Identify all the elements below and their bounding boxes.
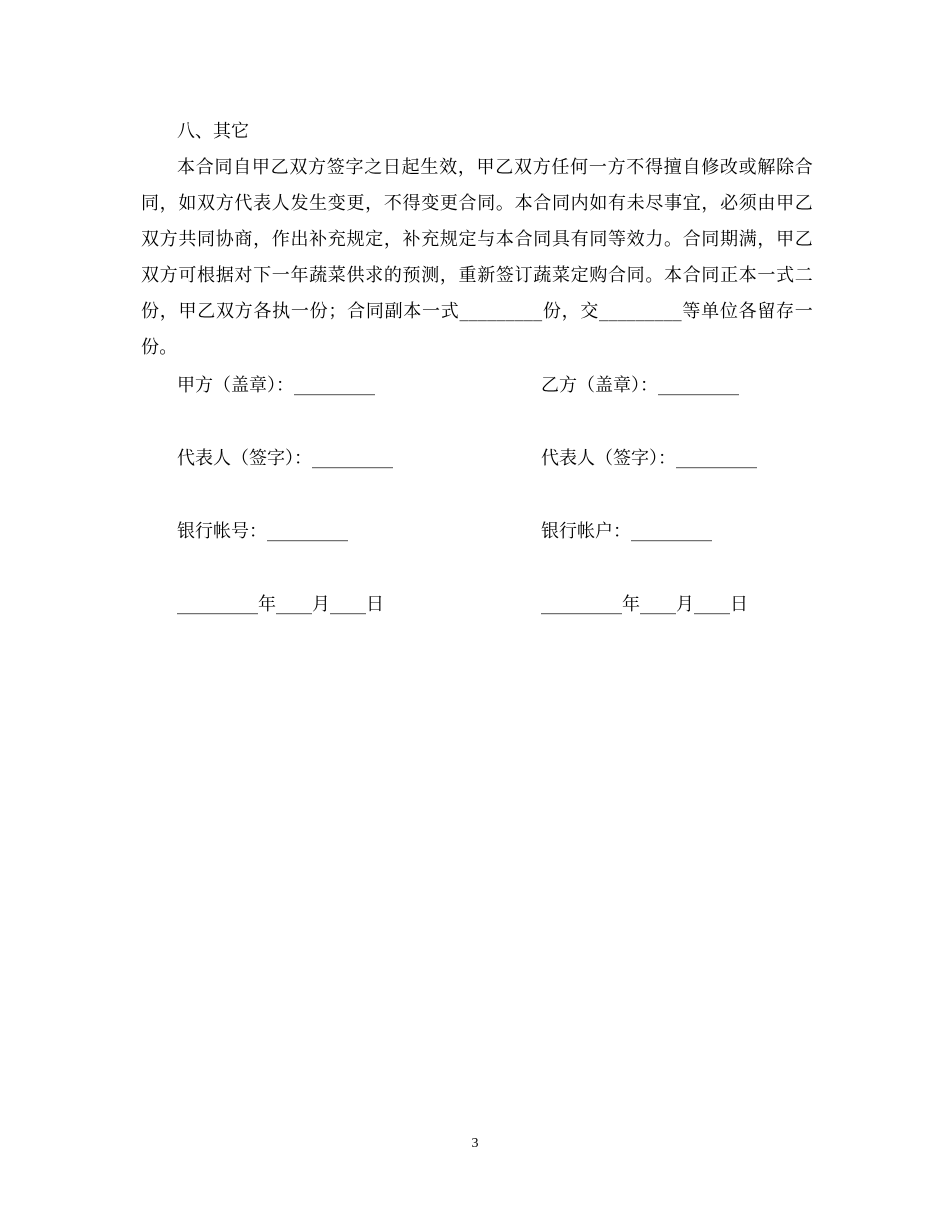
party-b-date-field: _________年____月____日 [541,594,748,615]
body-paragraph: 本合同自甲乙双方签字之日起生效，甲乙双方任何一方不得擅自修改或解除合同，如双方代表人发生变更，不得变更合同。本合同内如有未尽事宜，必须由甲乙双方共同协商，作出补充规定，补充规定与本合同具有同等效力。合同期满，甲乙双方可根据对下一年蔬菜供求的预测，重新签订蔬菜定购合同。本合同正本一式二份，甲乙双方各执一份；合同副本一式_________份，交_________等单位各留存一份。 [141,157,813,358]
document-body [141,114,813,366]
signature-row-seal [177,368,817,441]
section-heading: 八、其它 [177,121,249,142]
party-b-bank-account-field: 银行帐户：_________ [541,521,712,542]
signature-row-bank [177,514,817,587]
signature-row-representative [177,441,817,514]
signature-block [177,368,817,660]
party-a-seal-field: 甲方（盖章）：_________ [177,375,375,396]
party-a-bank-number-field: 银行帐号：_________ [177,521,348,542]
party-b-seal-field: 乙方（盖章）：_________ [541,375,739,396]
party-a-date-field: _________年____月____日 [177,594,384,615]
page-number: 3 [471,1136,479,1151]
signature-row-date [177,587,817,660]
party-a-representative-field: 代表人（签字）：_________ [177,448,393,469]
party-b-representative-field: 代表人（签字）：_________ [541,448,757,469]
